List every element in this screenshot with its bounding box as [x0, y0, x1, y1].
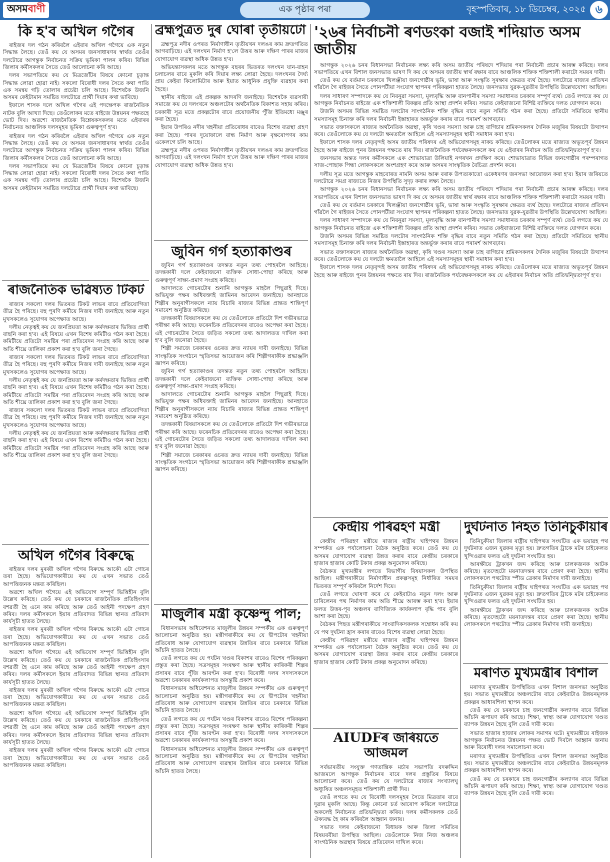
article-paragraph: দলৰ সভাপতিয়ে কয় যে মিত্ৰজোঁটৰ বিষয়ে কোনো চূড়ান্ত সিদ্ধান্ত লোৱা হোৱা নাই। সকলো বিৰোধী দলৰ সৈতে কথা পাতি এক সমন্বয় গঢ়ি তোলাৰ প্ৰচেষ্টা চলি আছে। বিশেষকৈ উজনি অসমৰ কেইটামান সমষ্টিত দলটোৱে প্ৰাৰ্থী দিয়াৰ কথা ভাবিছে।	[3, 163, 149, 192]
article-aiudf-ajmal[interactable]	[314, 732, 458, 858]
article-paragraph: ৰাইজৰ দল গঠন কৰিবলৈ এইবাৰ অখিল গগৈয়ে এক নতুন সিদ্ধান্ত লৈছে। তেওঁ কয় যে অসমৰ জনসাধাৰণৰ স্বাৰ্থত তেওঁৰ দলটোৱে আগন্তুক নিৰ্বাচনত সক্ৰিয় ভূমিকা পালন কৰিব। বিভিন্ন জিলাৰ কৰ্মীসকলৰ সৈতে তেওঁ আলোচনা কৰি আছে।	[3, 133, 149, 162]
article-headline[interactable]: মাজুলীৰ মন্ত্ৰী কৃষ্ণেন্দু পাল;	[161, 608, 302, 622]
article-paragraph: তদন্তকাৰী বিষয়াসকলে কয় যে তেওঁলোকে প্ৰতিটো দিশ গভীৰভাৱে পৰীক্ষা কৰি আছে। ফৰেনচিক প্ৰতিবেদনৰ বাবেও অপেক্ষা কৰা হৈছে। এই গোচৰটোৰ সৈতে জড়িত সকলো তথ্য আদালতত দাখিল কৰা হ'ব বুলি জনোৱা হৈছে।	[155, 422, 308, 451]
article-paragraph: ৰাইজৰ দলৰ মুৰব্বী অখিল গগৈৰ বিৰুদ্ধে আকৌ এটা গোচৰ তৰা হৈছে। অভিযোগকাৰীয়ে কয় যে এখন সভাত তেওঁ আপত্তিজনক মন্তব্য কৰিছিল।	[3, 627, 149, 649]
article-paragraph: তেওঁ লগতে কয় যে পৰ্যটন খণ্ডৰ বিকাশৰ বাবেও বিশেষ পৰিকল্পনা প্ৰস্তুত কৰা হৈছে। সত্ৰসমূহৰ সংৰক্ষণ আৰু স্থানীয় কাৰিকৰী শিল্পৰ প্ৰসাৰৰ বাবে পুঁজি আবণ্টন কৰা হ'ব। বিৰোধী দলৰ সদস্যসকলে অৱশ্যে চৰকাৰৰ কাৰ্যকলাপত অসন্তুষ্টি প্ৰকাশ কৰে।	[155, 716, 308, 745]
logo-suffix: বাণী	[27, 4, 46, 15]
article-paragraph: দলীয় সূত্ৰ মতে আগন্তুক মাহবোৰত নামনি অসম আৰু বৰাক উপত্যকাতো একেধৰণৰ জনসভা আয়োজন কৰা হ'ব। ইয়াৰ জৰিয়তে দলটোৱে সমগ্ৰ ৰাজ্যতে নিজৰ উপস্থিতি সুদৃঢ় কৰাৰ লক্ষ্য লৈছে।	[314, 171, 608, 185]
article-paragraph: ৰাইজৰ দলৰ মুৰব্বী অখিল গগৈৰ বিৰুদ্ধে আকৌ এটা গোচৰ তৰা হৈছে। অভিযোগকাৰীয়ে কয় যে এখন সভাত তেওঁ আপত্তিজনক মন্তব্য কৰিছিল।	[3, 567, 149, 588]
article-headline[interactable]: মৰাণত মুখ্যমন্ত্ৰীৰ বিশাল	[474, 667, 598, 681]
article-paragraph: আগন্তুক ২০২৬ চনৰ বিধানসভা নিৰ্বাচনক লক্ষ্য কৰি অসম জাতীয় পৰিষদে শদিয়াৰ পৰা নিৰ্বাচনী প্ৰচাৰ আৰম্ভ কৰিছে। দলৰ সভাপতিয়ে এখন বিশাল জনসভাত ভাষণ দি কয় যে অসমৰ জাতীয় স্বাৰ্থ ৰক্ষাৰ বাবে আঞ্চলিক শক্তিক শক্তিশালী কৰাটো সময়ৰ দাবী।	[314, 62, 608, 76]
article-body	[464, 539, 608, 630]
article-political-ticket[interactable]	[3, 284, 149, 541]
issue-date: বৃহস্পতিবাৰ, ১৮ ডিচেম্বৰ, ২০২৫	[466, 5, 586, 15]
article-paragraph: শিল্পী সমাজে চৰকাৰৰ ওচৰত দ্ৰুত ন্যায়ৰ দাবী জনাইছে। বিভিন্ন সাংস্কৃতিক সংগঠনে স্মৃতিসভা আয়োজন কৰি শিল্পীগৰাকীক শ্ৰদ্ধাঞ্জলি জ্ঞাপন কৰিছে।	[155, 346, 308, 367]
article-paragraph: ৰাইজৰ দল গঠন কৰিবলৈ এইবাৰ অখিল গগৈয়ে এক নতুন সিদ্ধান্ত লৈছে। তেওঁ কয় যে অসমৰ জনসাধাৰণৰ স্বাৰ্থত তেওঁৰ দলটোৱে আগন্তুক নিৰ্বাচনত সক্ৰিয় ভূমিকা পালন কৰিব। বিভিন্ন জিলাৰ কৰ্মীসকলৰ সৈতে তেওঁ আলোচনা কৰি আছে।	[3, 43, 149, 71]
article-paragraph: ৰাজ্যৰ সকলো দলৰ ভিতৰত টিকট লাভৰ বাবে প্ৰতিযোগিতা তীব্ৰ হৈ পৰিছে। বহু পুৰণি কৰ্মীয়ে নিজৰ দাবী জনাইছে আৰু নতুন মুখসকলেও সুযোগৰ অপেক্ষাত আছে।	[3, 355, 149, 376]
article-paragraph: ৰাজ্যৰ সকলো দলৰ ভিতৰত টিকট লাভৰ বাবে প্ৰতিযোগিতা তীব্ৰ হৈ পৰিছে। বহু পুৰণি কৰ্মীয়ে নিজৰ দাবী জনাইছে আৰু নতুন মুখসকলেও সুযোগৰ অপেক্ষাত আছে।	[3, 301, 149, 323]
article-paragraph: দলীয় নেতৃত্বই কয় যে জনপ্ৰিয়তা আৰু কৰ্মদক্ষতাৰ ভিত্তিত প্ৰাৰ্থী বাছনি কৰা হ'ব। এই বিষয়ে এখন বিশেষ কমিটীও গঠন কৰা হৈছে। কমিটীয়ে প্ৰতিটো সমষ্টিৰ পৰা প্ৰতিবেদন সংগ্ৰহ কৰি আছে আৰু অতি শীঘ্ৰে তালিকা প্ৰকাশ কৰা হ'ব বুলি জনা গৈছে।	[3, 377, 149, 406]
article-moran-cm-rally[interactable]	[464, 667, 608, 858]
article-body	[155, 42, 308, 170]
article-body	[155, 263, 308, 474]
article-body	[3, 43, 149, 193]
article-body	[314, 765, 458, 847]
article-headline[interactable]: '২৬ৰ নিৰ্বাচনী ৰণডংকা বজাই শদিয়াত অসম জাতীয়	[314, 24, 581, 59]
article-body	[314, 539, 458, 667]
article-headline[interactable]: দুৰ্ঘটনাত নিহত তিনিচুকীয়াৰ	[464, 521, 608, 535]
article-paragraph: ইফালে শাসক দলৰ নেতৃবৃন্দই অসম জাতীয় পৰিষদৰ এই অভিযোগসমূহ নাকচ কৰিছে। তেওঁলোকৰ মতে ৰাজ্যত অভূতপূৰ্ব উন্নয়ন হৈছে আৰু ৰাইজে পুনৰ উন্নয়নৰ পক্ষতে ৰায় দিব। ৰাজনৈতিক পৰ্যবেক্ষকসকলে কয় যে এইবাৰৰ নিৰ্বাচন অতি প্ৰতিদ্বন্দ্বিতাপূৰ্ণ হ'ব।	[314, 265, 608, 279]
article-akhil-gogoi[interactable]	[3, 24, 149, 278]
article-paragraph: সভাত দলৰ কেইবাজনো বিধায়ক আৰু জিলা সমিতিৰ বিষয়ববীয়া উপস্থিত আছিল। তেওঁলোকে নিজ নিজ অঞ্চলৰ সাংগঠনিক অৱস্থাৰ বিষয়ে প্ৰতিবেদন দাখিল কৰে।	[314, 825, 458, 846]
page-number: ৬	[590, 1, 608, 19]
article-paragraph: ইফালে শাসক দলে অখিল গগৈৰ এই পদক্ষেপক ৰাজনৈতিক নাটক বুলি আখ্যা দিছে। তেওঁলোকৰ মতে ৰাইজে উন্নয়নৰ পক্ষতহে ভোট দিব। অৱশ্যে ৰাজনৈতিক বিশ্লেষকসকলৰ মতে এইবাৰৰ নিৰ্বাচনত আঞ্চলিক দলসমূহৰ ভূমিকা গুৰুত্বপূৰ্ণ হ'ব।	[3, 103, 149, 132]
article-body	[464, 685, 608, 798]
article-headline[interactable]: জুবিন গৰ্গ হত্যাকাণ্ডৰ	[171, 244, 292, 260]
article-paragraph: দলৰ সাধাৰণ সম্পাদকে কয় যে নিবনুৱা সমস্যা, মূল্যবৃদ্ধি আৰু বানপানীৰ সমস্যা সমাধানত চৰকাৰ সম্পূৰ্ণ ব্যৰ্থ। তেওঁ লগতে কয় যে আগন্তুক নিৰ্বাচনত ৰাইজে এক শক্তিশালী বিকল্পৰ প্ৰতি আস্থা প্ৰদৰ্শন কৰিব। সভাত কেইবাজনো বিশিষ্ট ব্যক্তিয়ে দলত যোগদান কৰে।	[314, 218, 608, 232]
article-body	[314, 63, 608, 280]
article-paragraph: দলৰ সাধাৰণ সম্পাদকে কয় যে নিবনুৱা সমস্যা, মূল্যবৃদ্ধি আৰু বানপানীৰ সমস্যা সমাধানত চৰকাৰ সম্পূৰ্ণ ব্যৰ্থ। তেওঁ লগতে কয় যে আগন্তুক নিৰ্বাচনত ৰাইজে এক শক্তিশালী বিকল্পৰ প্ৰতি আস্থা প্ৰদৰ্শন কৰিব। সভাত কেইবাজনো বিশিষ্ট ব্যক্তিয়ে দলত যোগদান কৰে।	[314, 93, 608, 107]
article-paragraph: আৰক্ষীয়ে ট্ৰাকখন জব্দ কৰিছে আৰু চালকজনক আটক কৰিছে। মৃতদেহটো ময়নাতদন্তৰ বাবে প্ৰেৰণ কৰা হৈছে। স্থানীয় লোকসকলে পথটোত স্পীড ব্ৰেকাৰ নিৰ্মাণৰ দাবী জনাইছে।	[464, 607, 608, 629]
article-paragraph: কেন্দ্ৰীয় পৰিৱহণ মন্ত্ৰীয়ে ৰাজ্যৰ ৰাষ্ট্ৰীয় ঘাইপথৰ উন্নয়ন সম্পৰ্কত এক পৰ্যালোচনা বৈঠক অনুষ্ঠিত কৰে। তেওঁ কয় যে অসমৰ যোগাযোগ ব্যৱস্থা উন্নত কৰাৰ বাবে কেন্দ্ৰীয় চৰকাৰে হাজাৰ হাজাৰ কোটি টকাৰ প্ৰকল্প অনুমোদন কৰিছে।	[314, 538, 458, 567]
article-central-transport-minister[interactable]	[314, 521, 458, 725]
article-paragraph: ব্ৰহ্মপুত্ৰ নদীৰ ওপৰত নিৰ্মাণাধীন তৃতীয়খন দলঙৰ কাম দ্ৰুতগতিত আগবাঢ়িছে। এই দলংখন নিৰ্মাণ হ'লে উত্তৰ আৰু দক্ষিণ পাৰৰ মাজৰ যোগাযোগ ব্যৱস্থা অধিক উন্নত হ'ব।	[155, 148, 308, 169]
article-paragraph: মৰাণত মুখ্যমন্ত্ৰীৰ উপস্থিতিত এখন বিশাল জনসভা অনুষ্ঠিত হয়। সভাত মুখ্যমন্ত্ৰীয়ে অঞ্চলটোৰ বাবে কেইবাটাও উন্নয়নমূলক প্ৰকল্পৰ আধাৰশিলা স্থাপন কৰে।	[464, 753, 608, 775]
article-paragraph: অৱশ্যে অখিল গগৈয়ে এই অভিযোগ সম্পূৰ্ণ ভিত্তিহীন বুলি উল্লেখ কৰিছে। তেওঁ কয় যে চৰকাৰে ৰাজনৈতিক প্ৰতিহিংসাৰ বশৱৰ্তী হৈ এনে কাম কৰিছে আৰু তেওঁ আইনী পদক্ষেপ গ্ৰহণ কৰিব। দলৰ কৰ্মীসকলে ইয়াৰ প্ৰতিবাদত বিভিন্ন স্থানত প্ৰতিবাদ কাৰ্যসূচী হাতত লৈছে।	[3, 589, 149, 626]
article-paragraph: বিধানসভাৰ অধিবেশনত মাজুলীৰ উন্নয়ন সম্পৰ্কীয় এক গুৰুত্বপূৰ্ণ আলোচনা অনুষ্ঠিত হয়। মন্ত্ৰীগৰাকীয়ে কয় যে দ্বীপটোৰ খহনীয়া প্ৰতিৰোধ আৰু যোগাযোগ ব্যৱস্থাৰ উন্নতিৰ বাবে চৰকাৰে বিভিন্ন আঁচনি হাতত লৈছে।	[155, 625, 308, 654]
article-paragraph: সভাত হাজাৰ হাজাৰ লোকৰ সমাগম ঘটে। মুখ্যমন্ত্ৰীয়ে ৰাইজক আগন্তুক নিৰ্বাচনত উন্নয়নৰ পক্ষত ভোট দিবলৈ আহ্বান জনায় আৰু বিৰোধী দলৰ সমালোচনা কৰে।	[464, 730, 608, 752]
section-divider	[154, 604, 308, 605]
article-paragraph: অৱশ্যে অখিল গগৈয়ে এই অভিযোগ সম্পূৰ্ণ ভিত্তিহীন বুলি উল্লেখ কৰিছে। তেওঁ কয় যে চৰকাৰে ৰাজনৈতিক প্ৰতিহিংসাৰ বশৱৰ্তী হৈ এনে কাম কৰিছে আৰু তেওঁ আইনী পদক্ষেপ গ্ৰহণ কৰিব। দলৰ কৰ্মীসকলে ইয়াৰ প্ৰতিবাদত বিভিন্ন স্থানত প্ৰতিবাদ কাৰ্যসূচী হাতত লৈছে।	[3, 650, 149, 686]
article-paragraph: ইয়াৰ উপৰিও নদীৰ খহনীয়া প্ৰতিৰোধৰ বাবেও বিশেষ ব্যৱস্থা গ্ৰহণ কৰা হৈছে। পাৰৰ দুয়োফালে বান্ধ নিৰ্মাণ আৰু বৃক্ষৰোপণৰ কাম একেলগে চলি আছে।	[155, 125, 308, 146]
article-paragraph: স্থানীয় ৰাইজে এই প্ৰকল্পক আদৰণি জনাইছে। বিশেষকৈ ব্যৱসায়ী সমাজে কয় যে দলংখনে অঞ্চলটোৰ অৰ্থনৈতিক বিকাশত সহায় কৰিব। চৰকাৰী সূত্ৰ মতে প্ৰকল্পটোৰ বাবে প্ৰয়োজনীয় পুঁজি ইতিমধ্যে মঞ্জুৰ কৰা হৈছে।	[155, 95, 308, 123]
article-paragraph: জনসভাৰ অন্তত দলৰ কৰ্মীসকলে এক শোভাযাত্ৰা উলিয়াই নগৰখন প্ৰদক্ষিণ কৰে। শোভাযাত্ৰাত বিভিন্ন জনগোষ্ঠীৰ পৰম্পৰাগত সাজ-পোছাক পিন্ধা লোকসকলে অংশগ্ৰহণ কৰে আৰু অসমৰ সাংস্কৃতিক বৈচিত্ৰ্য প্ৰদৰ্শন কৰে।	[314, 156, 608, 170]
article-paragraph: ৰাইজৰ দলৰ মুৰব্বী অখিল গগৈৰ বিৰুদ্ধে আকৌ এটা গোচৰ তৰা হৈছে। অভিযোগকাৰীয়ে কয় যে এখন সভাত তেওঁ আপত্তিজনক মন্তব্য কৰিছিল।	[3, 687, 149, 709]
article-paragraph: বিধানসভাৰ অধিবেশনত মাজুলীৰ উন্নয়ন সম্পৰ্কীয় এক গুৰুত্বপূৰ্ণ আলোচনা অনুষ্ঠিত হয়। মন্ত্ৰীগৰাকীয়ে কয় যে দ্বীপটোৰ খহনীয়া প্ৰতিৰোধ আৰু যোগাযোগ ব্যৱস্থাৰ উন্নতিৰ বাবে চৰকাৰে বিভিন্ন আঁচনি হাতত লৈছে।	[155, 686, 308, 715]
article-paragraph: দলীয় নেতৃত্বই কয় যে জনপ্ৰিয়তা আৰু কৰ্মদক্ষতাৰ ভিত্তিত প্ৰাৰ্থী বাছনি কৰা হ'ব। এই বিষয়ে এখন বিশেষ কমিটীও গঠন কৰা হৈছে। কমিটীয়ে প্ৰতিটো সমষ্টিৰ পৰা প্ৰতিবেদন সংগ্ৰহ কৰি আছে আৰু অতি শীঘ্ৰে তালিকা প্ৰকাশ কৰা হ'ব বুলি জনা গৈছে।	[3, 324, 149, 353]
logo-prefix: অসম	[7, 4, 28, 15]
article-brahmaputra-bridge[interactable]	[155, 24, 308, 238]
section-divider	[463, 663, 608, 664]
section-divider	[154, 240, 308, 241]
article-headline[interactable]: AIUDFৰ জৰিয়তে আজমল	[333, 732, 439, 761]
article-body	[3, 302, 149, 460]
article-paragraph: বিধানসভাৰ অধিবেশনত মাজুলীৰ উন্নয়ন সম্পৰ্কীয় এক গুৰুত্বপূৰ্ণ আলোচনা অনুষ্ঠিত হয়। মন্ত্ৰীগৰাকীয়ে কয় যে দ্বীপটোৰ খহনীয়া প্ৰতিৰোধ আৰু যোগাযোগ ব্যৱস্থাৰ উন্নতিৰ বাবে চৰকাৰে বিভিন্ন আঁচনি হাতত লৈছে।	[155, 746, 308, 775]
article-paragraph: ৰাইজৰ দলৰ মুৰব্বী অখিল গগৈৰ বিৰুদ্ধে আকৌ এটা গোচৰ তৰা হৈছে। অভিযোগকাৰীয়ে কয় যে এখন সভাত তেওঁ আপত্তিজনক মন্তব্য কৰিছিল।	[3, 748, 149, 769]
article-headline[interactable]: কি হ'ব অখিল গগৈৰ	[18, 24, 134, 40]
article-paragraph: শিল্পী সমাজে চৰকাৰৰ ওচৰত দ্ৰুত ন্যায়ৰ দাবী জনাইছে। বিভিন্ন সাংস্কৃতিক সংগঠনে স্মৃতিসভা আয়োজন কৰি শিল্পীগৰাকীক শ্ৰদ্ধাঞ্জলি জ্ঞাপন কৰিছে।	[155, 452, 308, 474]
column-divider	[310, 24, 311, 858]
article-headline[interactable]: ব্ৰহ্মপুত্ৰত দুৰ ঘোৰা তৃতীয়টো	[155, 24, 306, 38]
section-divider	[313, 728, 458, 729]
article-paragraph: তেওঁ লগতে কয় যে পৰ্যটন খণ্ডৰ বিকাশৰ বাবেও বিশেষ পৰিকল্পনা প্ৰস্তুত কৰা হৈছে। সত্ৰসমূহৰ সংৰক্ষণ আৰু স্থানীয় কাৰিকৰী শিল্পৰ প্ৰসাৰৰ বাবে পুঁজি আবণ্টন কৰা হ'ব। বিৰোধী দলৰ সদস্যসকলে অৱশ্যে চৰকাৰৰ কাৰ্যকলাপত অসন্তুষ্টি প্ৰকাশ কৰে।	[155, 656, 308, 685]
section-divider	[2, 280, 149, 281]
article-paragraph: বৈঠকত মুখ্যমন্ত্ৰীৰ লগতে বিভাগীয় বিষয়াসকল উপস্থিত আছিল। মন্ত্ৰীগৰাকীয়ে নিৰ্মাণাধীন প্ৰকল্পসমূহ নিৰ্ধাৰিত সময়ৰ ভিতৰত সম্পূৰ্ণ কৰিবলৈ নিৰ্দেশ দিয়ে।	[314, 569, 458, 590]
article-paragraph: আদালতে গোচৰটোৰ শুনানি আগন্তুক মাহলৈ পিছুৱাই দিছে। অভিযুক্ত পক্ষৰ অধিবক্তাই জামিনৰ আবেদন জনাইছে। আনহাতে শিল্পীৰ অনুৰাগীসকলে ন্যায় বিচাৰি ৰাজ্যৰ বিভিন্ন প্ৰান্তত শান্তিপূৰ্ণ সমাবেশ অনুষ্ঠিত কৰিছে।	[155, 285, 308, 314]
article-paragraph: আদালতে গোচৰটোৰ শুনানি আগন্তুক মাহলৈ পিছুৱাই দিছে। অভিযুক্ত পক্ষৰ অধিবক্তাই জামিনৰ আবেদন জনাইছে। আনহাতে শিল্পীৰ অনুৰাগীসকলে ন্যায় বিচাৰি ৰাজ্যৰ বিভিন্ন প্ৰান্তত শান্তিপূৰ্ণ সমাবেশ অনুষ্ঠিত কৰিছে।	[155, 392, 308, 421]
newspaper-logo[interactable]	[3, 2, 49, 18]
article-paragraph: দলৰ সভাপতিয়ে কয় যে মিত্ৰজোঁটৰ বিষয়ে কোনো চূড়ান্ত সিদ্ধান্ত লোৱা হোৱা নাই। সকলো বিৰোধী দলৰ সৈতে কথা পাতি এক সমন্বয় গঢ়ি তোলাৰ প্ৰচেষ্টা চলি আছে। বিশেষকৈ উজনি অসমৰ কেইটামান সমষ্টিত দলটোৱে প্ৰাৰ্থী দিয়াৰ কথা ভাবিছে।	[3, 73, 149, 102]
article-paragraph: জুবিন গৰ্গ হত্যাকাণ্ডৰ তদন্তত নতুন তথ্য পোহৰলৈ আহিছে। তদন্তকাৰী দলে কেইবাজনো ব্যক্তিক সোধা-পোছা কৰিছে আৰু গুৰুত্বপূৰ্ণ সাক্ষ্য-প্ৰমাণ সংগ্ৰহ কৰিছে।	[155, 369, 308, 390]
article-paragraph: তেওঁ কয় যে বৰ্তমান চৰকাৰে খিলঞ্জীয়া জনগোষ্ঠীৰ ভূমি, ভাষা আৰু সংস্কৃতি সুৰক্ষাৰ ক্ষেত্ৰত ব্যৰ্থ হৈছে। দলটোৱে ৰাজ্যৰ প্ৰতিখন গাঁৱলৈ গৈ ৰাইজৰ সৈতে পোনপটীয়া সংযোগ স্থাপনৰ পৰিকল্পনা হাতত লৈছে। জনসভাত যুৱক-যুৱতীৰ উপস্থিতি উল্লেখযোগ্য আছিল।	[314, 202, 608, 217]
article-paragraph: ইফালে শাসক দলৰ নেতৃবৃন্দই অসম জাতীয় পৰিষদৰ এই অভিযোগসমূহ নাকচ কৰিছে। তেওঁলোকৰ মতে ৰাজ্যত অভূতপূৰ্ব উন্নয়ন হৈছে আৰু ৰাইজে পুনৰ উন্নয়নৰ পক্ষতে ৰায় দিব। ৰাজনৈতিক পৰ্যবেক্ষকসকলে কয় যে এইবাৰৰ নিৰ্বাচন অতি প্ৰতিদ্বন্দ্বিতাপূৰ্ণ হ'ব।	[314, 140, 608, 154]
article-paragraph: কেন্দ্ৰীয় পৰিৱহণ মন্ত্ৰীয়ে ৰাজ্যৰ ৰাষ্ট্ৰীয় ঘাইপথৰ উন্নয়ন সম্পৰ্কত এক পৰ্যালোচনা বৈঠক অনুষ্ঠিত কৰে। তেওঁ কয় যে অসমৰ যোগাযোগ ব্যৱস্থা উন্নত কৰাৰ বাবে কেন্দ্ৰীয় চৰকাৰে হাজাৰ হাজাৰ কোটি টকাৰ প্ৰকল্প অনুমোদন কৰিছে।	[314, 637, 458, 666]
article-paragraph: তেওঁ লগতে ঘোষণা কৰে যে কেইবাটাও নতুন দলং আৰু চাৰিলেনৰ পথ নিৰ্মাণৰ কাম অতি শীঘ্ৰে আৰম্ভ কৰা হ'ব। ইয়াৰ ফলত উত্তৰ-পূব অঞ্চলৰ বাণিজ্যিক কাৰ্যকলাপ বৃদ্ধি পাব বুলি আশা কৰা হৈছে।	[314, 592, 458, 620]
article-body	[3, 567, 149, 770]
article-paragraph: ব্ৰহ্মপুত্ৰ নদীৰ ওপৰত নিৰ্মাণাধীন তৃতীয়খন দলঙৰ কাম দ্ৰুতগতিত আগবাঢ়িছে। এই দলংখন নিৰ্মাণ হ'লে উত্তৰ আৰু দক্ষিণ পাৰৰ মাজৰ যোগাযোগ ব্যৱস্থা অধিক উন্নত হ'ব।	[155, 41, 308, 63]
article-paragraph: অৱশ্যে অখিল গগৈয়ে এই অভিযোগ সম্পূৰ্ণ ভিত্তিহীন বুলি উল্লেখ কৰিছে। তেওঁ কয় যে চৰকাৰে ৰাজনৈতিক প্ৰতিহিংসাৰ বশৱৰ্তী হৈ এনে কাম কৰিছে আৰু তেওঁ আইনী পদক্ষেপ গ্ৰহণ কৰিব। দলৰ কৰ্মীসকলে ইয়াৰ প্ৰতিবাদত বিভিন্ন স্থানত প্ৰতিবাদ কাৰ্যসূচী হাতত লৈছে।	[3, 710, 149, 746]
article-paragraph: সৰ্বভাৰতীয় সংযুক্ত গণতান্ত্ৰিক মৰ্চাৰ সভাপতি বদৰুদ্দিন আজমলে আগন্তুক নিৰ্বাচনৰ বাবে দলৰ প্ৰস্তুতিৰ বিষয়ে আলোচনা কৰে। তেওঁ কয় যে দলটোৱে ৰাজ্যৰ সংখ্যালঘু অধ্যুষিত অঞ্চলসমূহত শক্তিশালী প্ৰাৰ্থী দিব।	[314, 764, 458, 793]
article-ajp-election-launch[interactable]	[314, 24, 608, 514]
article-majuli-minister[interactable]	[155, 608, 308, 858]
article-paragraph: উজনি অসমৰ বিভিন্ন সমষ্টিত দলটোৰ সাংগঠনিক শক্তি বৃদ্ধিৰ বাবে নতুন সমিতি গঠন কৰা হৈছে। প্ৰতিটো সমিতিয়ে স্থানীয় সমস্যাসমূহ চিনাক্ত কৰি দলৰ নিৰ্বাচনী ইস্তাহাৰত অন্তৰ্ভুক্ত কৰাৰ বাবে পৰামৰ্শ আগবঢ়াব।	[314, 234, 608, 248]
article-paragraph: উজনি অসমৰ বিভিন্ন সমষ্টিত দলটোৰ সাংগঠনিক শক্তি বৃদ্ধিৰ বাবে নতুন সমিতি গঠন কৰা হৈছে। প্ৰতিটো সমিতিয়ে স্থানীয় সমস্যাসমূহ চিনাক্ত কৰি দলৰ নিৰ্বাচনী ইস্তাহাৰত অন্তৰ্ভুক্ত কৰাৰ বাবে পৰামৰ্শ আগবঢ়াব।	[314, 109, 608, 123]
article-body	[155, 626, 308, 776]
article-paragraph: তেওঁ লগতে কয় যে বিৰোধী দলসমূহৰ সৈতে মিত্ৰতাৰ বাবে দুৱাৰ মুকলি আছে। কিন্তু কোনো চৰ্ত আৰোপ কৰিলে দলটোৱে অকলেই নিৰ্বাচনত প্ৰতিদ্বন্দ্বিতা কৰিব। দলৰ কৰ্মীসকলক তেওঁ ঐক্যবদ্ধ হৈ কাম কৰিবলৈ আহ্বান জনায়।	[314, 795, 458, 823]
article-paragraph: আৰক্ষীয়ে ট্ৰাকখন জব্দ কৰিছে আৰু চালকজনক আটক কৰিছে। মৃতদেহটো ময়নাতদন্তৰ বাবে প্ৰেৰণ কৰা হৈছে। স্থানীয় লোকসকলে পথটোত স্পীড ব্ৰেকাৰ নিৰ্মাণৰ দাবী জনাইছে।	[464, 561, 608, 583]
continued-from-label: এক পৃষ্ঠাৰ পৰা	[240, 2, 370, 18]
article-headline[interactable]: কেন্দ্ৰীয় পৰিৱহণ মন্ত্ৰী	[332, 521, 440, 535]
article-paragraph: ৰাজ্যৰ সকলো দলৰ ভিতৰত টিকট লাভৰ বাবে প্ৰতিযোগিতা তীব্ৰ হৈ পৰিছে। বহু পুৰণি কৰ্মীয়ে নিজৰ দাবী জনাইছে আৰু নতুন মুখসকলেও সুযোগৰ অপেক্ষাত আছে।	[3, 408, 149, 429]
article-paragraph: তেওঁ কয় যে চৰকাৰে চাহ জনগোষ্ঠীৰ কল্যাণৰ বাবে বিভিন্ন আঁচনি ৰূপায়ণ কৰি আছে। শিক্ষা, স্বাস্থ্য আৰু যোগাযোগ খণ্ডত ব্যাপক উন্নয়ন হৈছে বুলি তেওঁ দাবী কৰে।	[464, 776, 608, 798]
article-paragraph: তিনিচুকীয়া জিলাৰ ৰাষ্ট্ৰীয় ঘাইপথত সংঘটিত এক ভয়াৱহ পথ দুৰ্ঘটনাত এজন যুৱকৰ মৃত্যু হয়। দ্ৰুতগতিৰ ট্ৰাকে মটৰ চাইকেলত খুন্দিওৱাৰ ফলত এই দুৰ্ঘটনা সংঘটিত হয়।	[464, 538, 608, 560]
article-paragraph: সভাত বক্তাসকলে ৰাজ্যৰ অৰ্থনৈতিক অৱস্থা, কৃষি খণ্ডৰ সমস্যা আৰু চাহ বাগিচাৰ শ্ৰমিকসকলৰ দৈনিক মজুৰিৰ বিষয়টো উত্থাপন কৰে। তেওঁলোকে কয় যে দলটো ক্ষমতালৈ আহিলে এই সমস্যাসমূহৰ স্থায়ী সমাধান কৰা হ'ব।	[314, 124, 608, 139]
article-tinsukia-accident[interactable]	[464, 521, 608, 660]
article-headline[interactable]: অখিল গগৈৰ বিৰুদ্ধে	[18, 548, 134, 564]
article-paragraph: জুবিন গৰ্গ হত্যাকাণ্ডৰ তদন্তত নতুন তথ্য পোহৰলৈ আহিছে। তদন্তকাৰী দলে কেইবাজনো ব্যক্তিক সোধা-পোছা কৰিছে আৰু গুৰুত্বপূৰ্ণ সাক্ষ্য-প্ৰমাণ সংগ্ৰহ কৰিছে।	[155, 263, 308, 284]
column-divider	[151, 24, 152, 858]
article-zubeen-garg-case[interactable]	[155, 244, 308, 601]
article-paragraph: তদন্তকাৰী বিষয়াসকলে কয় যে তেওঁলোকে প্ৰতিটো দিশ গভীৰভাৱে পৰীক্ষা কৰি আছে। ফৰেনচিক প্ৰতিবেদনৰ বাবেও অপেক্ষা কৰা হৈছে। এই গোচৰটোৰ সৈতে জড়িত সকলো তথ্য আদালতত দাখিল কৰা হ'ব বুলি জনোৱা হৈছে।	[155, 316, 308, 345]
article-case-against-akhil[interactable]	[3, 548, 149, 858]
column-divider	[460, 520, 461, 858]
article-paragraph: সভাত বক্তাসকলে ৰাজ্যৰ অৰ্থনৈতিক অৱস্থা, কৃষি খণ্ডৰ সমস্যা আৰু চাহ বাগিচাৰ শ্ৰমিকসকলৰ দৈনিক মজুৰিৰ বিষয়টো উত্থাপন কৰে। তেওঁলোকে কয় যে দলটো ক্ষমতালৈ আহিলে এই সমস্যাসমূহৰ স্থায়ী সমাধান কৰা হ'ব।	[314, 249, 608, 263]
section-divider	[2, 544, 149, 545]
article-headline[interactable]: ৰাজনৈতিক ভৱিষ্যত টিকট	[7, 284, 145, 298]
article-paragraph: মৰাণত মুখ্যমন্ত্ৰীৰ উপস্থিতিত এখন বিশাল জনসভা অনুষ্ঠিত হয়। সভাত মুখ্যমন্ত্ৰীয়ে অঞ্চলটোৰ বাবে কেইবাটাও উন্নয়নমূলক প্ৰকল্পৰ আধাৰশিলা স্থাপন কৰে।	[464, 684, 608, 706]
article-paragraph: তেওঁ কয় যে বৰ্তমান চৰকাৰে খিলঞ্জীয়া জনগোষ্ঠীৰ ভূমি, ভাষা আৰু সংস্কৃতি সুৰক্ষাৰ ক্ষেত্ৰত ব্যৰ্থ হৈছে। দলটোৱে ৰাজ্যৰ প্ৰতিখন গাঁৱলৈ গৈ ৰাইজৰ সৈতে পোনপটীয়া সংযোগ স্থাপনৰ পৰিকল্পনা হাতত লৈছে। জনসভাত যুৱক-যুৱতীৰ উপস্থিতি উল্লেখযোগ্য আছিল।	[314, 78, 608, 92]
article-paragraph: দলীয় নেতৃত্বই কয় যে জনপ্ৰিয়তা আৰু কৰ্মদক্ষতাৰ ভিত্তিত প্ৰাৰ্থী বাছনি কৰা হ'ব। এই বিষয়ে এখন বিশেষ কমিটীও গঠন কৰা হৈছে। কমিটীয়ে প্ৰতিটো সমষ্টিৰ পৰা প্ৰতিবেদন সংগ্ৰহ কৰি আছে আৰু অতি শীঘ্ৰে তালিকা প্ৰকাশ কৰা হ'ব বুলি জনা গৈছে।	[3, 430, 149, 459]
article-paragraph: আগন্তুক ২০২৬ চনৰ বিধানসভা নিৰ্বাচনক লক্ষ্য কৰি অসম জাতীয় পৰিষদে শদিয়াৰ পৰা নিৰ্বাচনী প্ৰচাৰ আৰম্ভ কৰিছে। দলৰ সভাপতিয়ে এখন বিশাল জনসভাত ভাষণ দি কয় যে অসমৰ জাতীয় স্বাৰ্থ ৰক্ষাৰ বাবে আঞ্চলিক শক্তিক শক্তিশালী কৰাটো সময়ৰ দাবী।	[314, 187, 608, 201]
masthead	[0, 0, 610, 20]
article-paragraph: বৈঠকৰ পিছত মন্ত্ৰীগৰাকীয়ে সাংবাদিকসকলক সম্বোধন কৰি কয় যে পথ দুৰ্ঘটনা হ্ৰাস কৰাৰ বাবেও বিশেষ ব্যৱস্থা লোৱা হৈছে।	[314, 622, 458, 636]
article-paragraph: তিনিচুকীয়া জিলাৰ ৰাষ্ট্ৰীয় ঘাইপথত সংঘটিত এক ভয়াৱহ পথ দুৰ্ঘটনাত এজন যুৱকৰ মৃত্যু হয়। দ্ৰুতগতিৰ ট্ৰাকে মটৰ চাইকেলত খুন্দিওৱাৰ ফলত এই দুৰ্ঘটনা সংঘটিত হয়।	[464, 584, 608, 606]
section-divider	[313, 517, 608, 518]
article-paragraph: অভিযন্তাসকলৰ মতে আগন্তুক বছৰৰ ভিতৰত দলংখন যান-বাহন চলাচলৰ বাবে মুকলি কৰি দিয়াৰ লক্ষ্য লোৱা হৈছে। দলংখনৰ দৈৰ্ঘ্য প্ৰায় কেইবা কিলোমিটাৰ আৰু ইয়াত আধুনিক প্ৰযুক্তি ব্যৱহাৰ কৰা হৈছে।	[155, 64, 308, 93]
article-paragraph: তেওঁ কয় যে চৰকাৰে চাহ জনগোষ্ঠীৰ কল্যাণৰ বাবে বিভিন্ন আঁচনি ৰূপায়ণ কৰি আছে। শিক্ষা, স্বাস্থ্য আৰু যোগাযোগ খণ্ডত ব্যাপক উন্নয়ন হৈছে বুলি তেওঁ দাবী কৰে।	[464, 707, 608, 729]
